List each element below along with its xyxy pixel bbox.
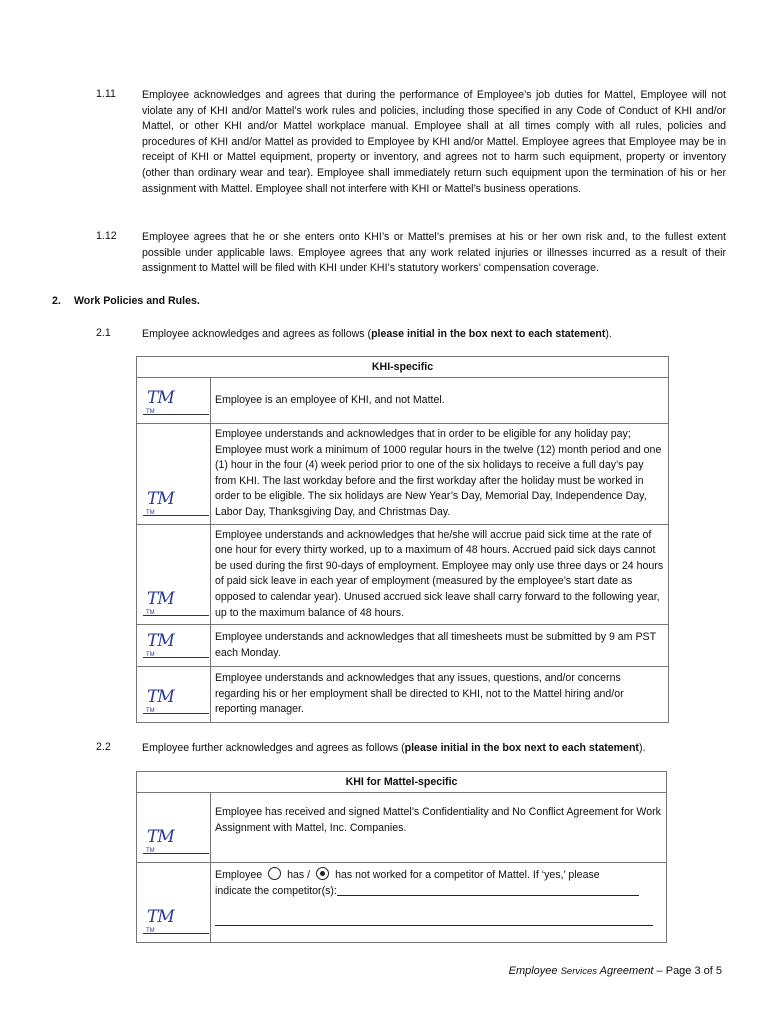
table-row <box>137 793 667 863</box>
indicate-competitor-label: indicate the competitor(s): <box>215 884 337 897</box>
section-2-2-text <box>142 741 726 757</box>
statement-text: Employee has received and signed Mattel’s Confidentiality and No Conflict Agreement for Work Assignment with Mattel, Inc. Companies. <box>211 793 667 863</box>
initials-text: TM <box>147 631 174 652</box>
section-2-1-lead: Employee acknowledges and agrees as follows ( <box>142 328 372 340</box>
initial-box[interactable] <box>137 793 211 863</box>
competitor-field[interactable] <box>337 884 639 896</box>
section-2-1-text <box>142 327 726 343</box>
initials-small: TM <box>146 848 155 854</box>
table-row <box>137 863 667 943</box>
statement-text: Employee understands and acknowledges that in order to be eligible for any holiday pay; Employee must work a minimum of 1000 regular hours in the twelve (12) month period and one (1) hour in the four (4) week period prior to one of the six holidays to receive a full day’s pay from KHI. The last workday before and the first workday after the holiday must be worked in order to be eligible. The six holidays are New Year’s Day, Memorial Day, Independence Day, Labor Day, Thanksgiving Day, and Christmas Day. <box>211 424 669 525</box>
footer-agreement: Agreement <box>597 965 654 977</box>
statement-text: Employee understands and acknowledges that any issues, questions, and/or concerns regarding his or her employment shall be directed to KHI, not to the Mattel hiring and/or reporting manager. <box>211 667 669 723</box>
initials-signature <box>143 827 209 854</box>
table-row <box>137 524 669 625</box>
table-row <box>137 667 669 723</box>
initials-signature <box>143 687 209 714</box>
initial-box[interactable] <box>137 424 211 525</box>
has-radio[interactable] <box>268 867 281 880</box>
section-2-1-bold: please initial in the box next to each statement <box>371 328 606 340</box>
khi-for-mattel-header: KHI for Mattel-specific <box>137 772 667 793</box>
initial-box[interactable] <box>137 863 211 943</box>
initials-small: TM <box>146 610 155 617</box>
section-number-1-12: 1.12 <box>96 230 117 242</box>
competitor-statement <box>211 863 667 943</box>
page-footer <box>509 965 722 977</box>
section-2-title: Work Policies and Rules. <box>74 295 200 307</box>
section-number-2-2: 2.2 <box>96 741 111 753</box>
initials-signature <box>143 388 209 415</box>
section-2-2-lead: Employee further acknowledges and agrees as follows ( <box>142 742 405 754</box>
initials-text: TM <box>147 827 174 847</box>
khi-for-mattel-table <box>136 771 667 943</box>
initial-box[interactable] <box>137 524 211 625</box>
table-row <box>137 625 669 667</box>
initials-signature <box>143 489 209 516</box>
footer-services: Services <box>560 966 598 977</box>
initials-small: TM <box>146 509 155 516</box>
section-number-2: 2. <box>52 295 61 307</box>
section-2-2-end: ). <box>638 742 646 754</box>
initials-text: TM <box>147 488 174 509</box>
khi-specific-table <box>136 356 669 723</box>
initials-small: TM <box>146 652 155 659</box>
section-1-11-text: Employee acknowledges and agrees that during the performance of Employee’s job duties for Mattel, Employee will not violate any of KHI and/or Mattel’s work rules and policies, including those specified in any Code of Conduct of KHI and/or Mattel, or other KHI and/or Mattel workplace manual. Employee shall at all times comply with all rules, policies and procedures of KHI and/or Mattel as provided to Employee by KHI and/or Mattel. Employee agrees that Employee may be in receipt of KHI or Mattel equipment, property or inventory, and agrees not to harm such equipment, property or inventory (other than ordinary wear and tear). Employee shall immediately return such equipment upon the termination of his or her assignment with Mattel. Employee shall not interfere with KHI or Mattel’s business operations. <box>142 89 726 195</box>
has-not-label: has not worked for a competitor of Mattel. If ‘yes,’ please <box>335 869 600 881</box>
footer-employee: Employee <box>508 965 561 977</box>
footer-page-number: – Page 3 of 5 <box>653 965 722 977</box>
section-number-1-11: 1.11 <box>96 88 116 100</box>
khi-specific-header: KHI-specific <box>137 357 669 378</box>
initials-text: TM <box>147 687 174 708</box>
initials-text: TM <box>147 388 174 408</box>
table-row <box>137 378 669 424</box>
competitor-field-line-2[interactable] <box>215 913 653 926</box>
section-2-2-bold: please initial in the box next to each statement <box>404 742 639 754</box>
initial-box[interactable] <box>137 625 211 667</box>
initial-box[interactable] <box>137 667 211 723</box>
section-2-1-end: ). <box>605 328 612 340</box>
initials-small: TM <box>146 409 155 415</box>
initial-box[interactable] <box>137 378 211 424</box>
section-number-2-1: 2.1 <box>96 327 111 339</box>
initials-small: TM <box>146 928 155 934</box>
initials-small: TM <box>146 708 155 715</box>
initials-signature <box>143 589 209 616</box>
statement-text: Employee understands and acknowledges that he/she will accrue paid sick time at the rate of one hour for every thirty worked, up to a maximum of 48 hours. Accrued paid sick days cannot be used during the first 90-days of employment. Employee may only use three days or 24 hours of paid sick leave in each year of employment (measured by the employee’s start date as opposed to calendar year). Unused accrued sick leave shall carry forward to the following year, up to the maximum balance of 48 hours. <box>211 524 669 625</box>
statement-text: Employee understands and acknowledges that all timesheets must be submitted by 9 am PST each Monday. <box>211 625 669 667</box>
initials-text: TM <box>147 589 174 610</box>
initials-signature <box>143 631 209 658</box>
initials-text: TM <box>147 907 174 927</box>
has-not-radio[interactable] <box>316 867 329 880</box>
section-1-12-text: Employee agrees that he or she enters onto KHI’s or Mattel’s premises at his or her own risk and, to the fullest extent possible under applicable laws. Employee agrees that any work related injuries or illnesses incurred as a result of their assignment to Mattel will be filed with KHI under KHI’s statutory workers’ compensation coverage. <box>142 231 726 275</box>
table-row <box>137 424 669 525</box>
has-label: has / <box>287 869 311 881</box>
employee-label: Employee <box>215 869 263 881</box>
statement-text: Employee is an employee of KHI, and not Mattel. <box>211 378 669 424</box>
initials-signature <box>143 907 209 934</box>
